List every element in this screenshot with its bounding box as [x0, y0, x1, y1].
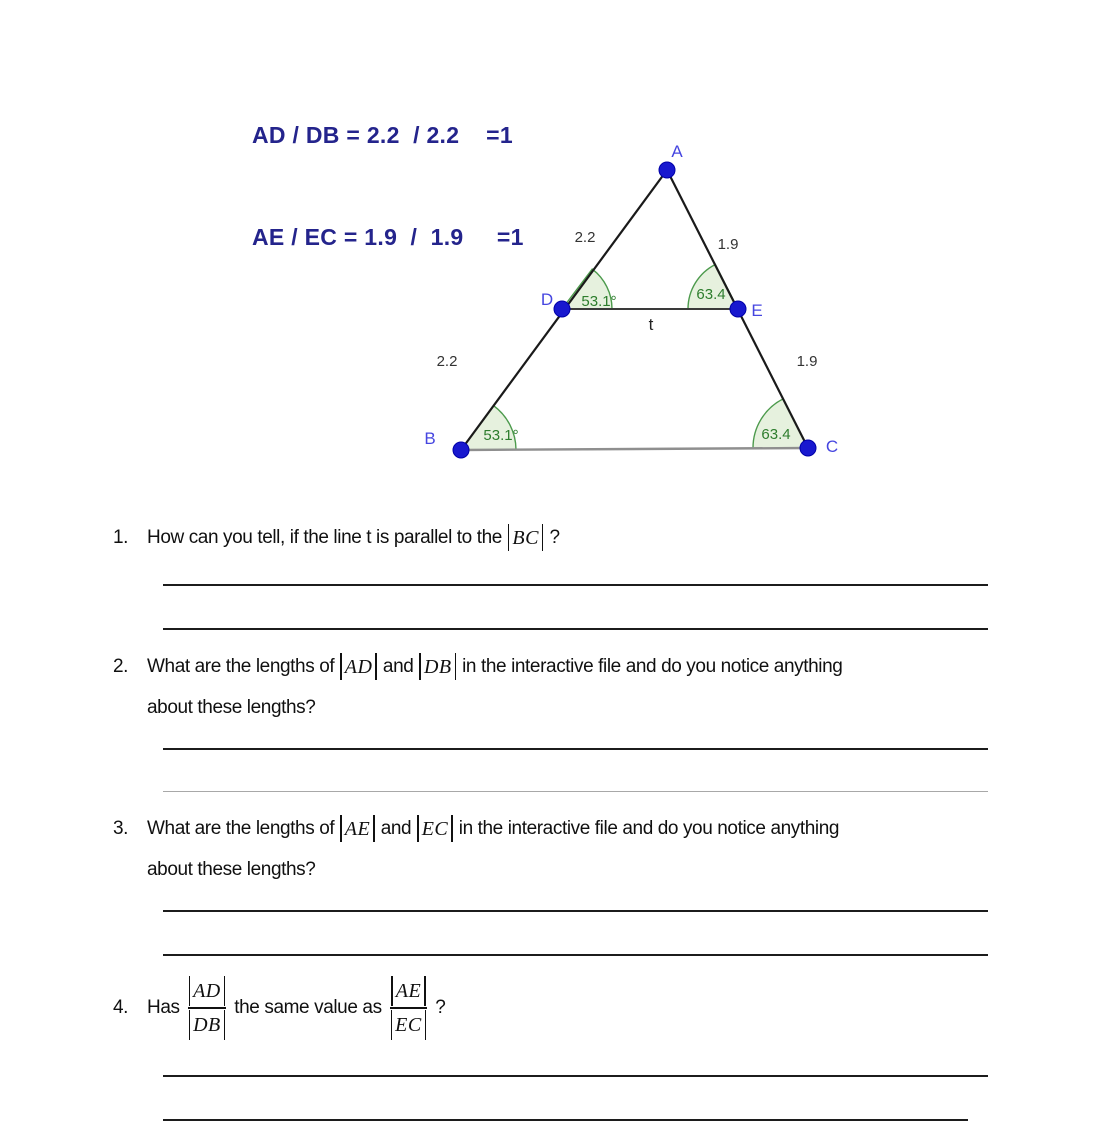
abs-bar	[375, 653, 377, 680]
abs-bar	[340, 815, 342, 842]
abs-bar	[451, 815, 453, 842]
abs-bar	[340, 653, 342, 680]
fraction-bar	[188, 1007, 227, 1009]
question-2-text-3: in the interactive file and do you notice anything	[462, 655, 843, 677]
angle-label-d: 53.1°	[581, 293, 617, 310]
angle-label-c: 63.4	[761, 426, 791, 443]
question-3	[113, 815, 1013, 883]
abs-value-bc: BC	[508, 524, 544, 551]
question-2-text-4: about these lengths?	[147, 696, 316, 718]
question-2	[113, 653, 1013, 721]
segment-label-db: 2.2	[436, 353, 458, 370]
question-4-text-1: Has	[147, 997, 180, 1018]
abs-bar	[189, 1010, 191, 1040]
answer-line-3a	[163, 910, 988, 912]
vertex-label-b: B	[424, 429, 436, 448]
transversal-label-t: t	[648, 315, 654, 334]
question-1-qmark: ?	[549, 526, 560, 548]
point-e[interactable]	[730, 301, 746, 317]
abs-value-db: DB	[419, 653, 456, 680]
point-label-e: E	[751, 301, 763, 320]
answer-line-4b	[163, 1119, 968, 1121]
question-2-text-1: What are the lengths of	[147, 655, 335, 677]
answer-line-3b	[163, 954, 988, 956]
abs-value-db: DB	[189, 1010, 226, 1040]
question-1-number: 1.	[113, 526, 129, 548]
abs-bar	[391, 976, 393, 1006]
abs-bar	[224, 976, 226, 1006]
abs-value-ec: EC	[417, 815, 453, 842]
question-1-text: How can you tell, if the line t is parallel to the	[147, 526, 502, 548]
ratio-line-ad-db: AD / DB = 2.2 / 2.2 =1	[252, 122, 513, 148]
abs-bar	[391, 1010, 393, 1040]
point-label-d: D	[540, 290, 554, 309]
abs-bar	[455, 653, 457, 680]
question-3-text-2: and	[380, 817, 412, 839]
question-4-qmark: ?	[435, 997, 446, 1018]
vertex-label-c: C	[825, 437, 839, 456]
answer-line-2b	[163, 791, 988, 792]
vertex-point-a[interactable]	[659, 162, 675, 178]
segment-label-ec: 1.9	[796, 353, 818, 370]
segment-label-ae: 1.9	[717, 236, 739, 253]
abs-bar	[425, 1010, 427, 1040]
vertex-point-c[interactable]	[800, 440, 816, 456]
question-3-text-4: about these lengths?	[147, 858, 316, 880]
point-d[interactable]	[554, 301, 570, 317]
vertex-label-a: A	[671, 142, 683, 161]
abs-bar	[189, 976, 191, 1006]
abs-bar	[373, 815, 375, 842]
abs-bar	[419, 653, 421, 680]
abs-value-ad: AD	[340, 653, 377, 680]
answer-line-1b	[163, 628, 988, 630]
answer-line-2a	[163, 748, 988, 750]
vertex-point-b[interactable]	[453, 442, 469, 458]
abs-bar	[424, 976, 426, 1006]
question-4-text-2: the same value as	[234, 997, 382, 1018]
abs-bar	[542, 524, 544, 551]
answer-line-4a	[163, 1075, 988, 1077]
answer-line-1a	[163, 584, 988, 586]
abs-value-ae: AE	[340, 815, 374, 842]
question-4	[113, 972, 1013, 1044]
question-3-text-1: What are the lengths of	[147, 817, 335, 839]
ratio-line-ae-ec: AE / EC = 1.9 / 1.9 =1	[252, 224, 524, 250]
fraction-ad-db	[188, 976, 227, 1040]
angle-label-b: 53.1°	[483, 427, 519, 444]
abs-bar	[417, 815, 419, 842]
angle-label-e: 63.4	[696, 286, 726, 303]
question-2-text-2: and	[382, 655, 414, 677]
fraction-bar	[390, 1007, 428, 1009]
abs-value-ec: EC	[391, 1010, 427, 1040]
question-1	[113, 524, 1013, 551]
abs-value-ad: AD	[189, 976, 226, 1006]
question-4-number: 4.	[113, 997, 129, 1018]
question-2-number: 2.	[113, 655, 129, 677]
question-3-number: 3.	[113, 817, 129, 839]
question-3-text-3: in the interactive file and do you notice anything	[458, 817, 840, 839]
triangle-diagram	[400, 130, 860, 470]
abs-bar	[508, 524, 510, 551]
abs-bar	[224, 1010, 226, 1040]
segment-label-ad: 2.2	[574, 229, 596, 246]
abs-value-ae: AE	[391, 976, 425, 1006]
fraction-ae-ec	[390, 976, 428, 1040]
